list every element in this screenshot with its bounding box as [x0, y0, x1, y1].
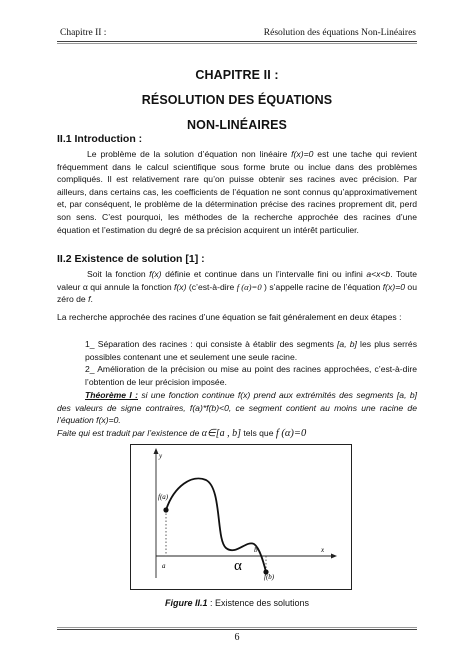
theorem-label: Théorème I :: [85, 390, 139, 400]
point-fa: [163, 507, 168, 512]
step-1: 1_ Séparation des racines : qui consiste à établir des segments [a, b] les plus serrés possibles contenant une et seulement une seule racine.: [85, 339, 417, 362]
b-label: b: [254, 546, 258, 554]
chapter-subtitle-line1: RÉSOLUTION DES ÉQUATIONS: [141, 93, 333, 107]
steps-intro: La recherche approchée des racines d’une équation se fait généralement en deux étapes :: [57, 312, 402, 322]
page-number: 6: [234, 632, 240, 643]
chapter-title: CHAPITRE II :: [195, 68, 279, 82]
header-title: Résolution des équations Non-Linéaires: [263, 28, 416, 38]
existence-figure: [130, 444, 352, 590]
existence-paragraph: Soit la fonction f(x) définie et continue dans un l’intervalle fini ou infini a<x<b. Toute valeur α qui annule la fonction f(x) (c’est-à-dire f (α)=0 ) s’appelle racine de l’équation f(x)=0 ou zéro de f.: [57, 269, 417, 305]
header-chapter: Chapitre II :: [60, 28, 107, 38]
figure-caption: Figure II.1 : Existence des solutions: [164, 598, 310, 608]
header-rule-thin: [57, 43, 417, 44]
alpha-label: α: [234, 558, 242, 574]
fb-label: f(b): [264, 573, 275, 581]
fa-label: f(a): [158, 493, 169, 501]
theorem-1: Théorème I : si une fonction continue f(x) prend aux extrémités des segments [a, b] des valeurs de signe contraires, f(a)*f(b)<0, ce segment contient au moins une racine de l’équation f(x)=0.: [57, 390, 417, 426]
existence-statement: Faite qui est traduit par l’existence de α∈[a , b] tels que f (α)=0: [57, 428, 307, 439]
step-2: 2_ Amélioration de la précision ou mise au point des racines approchées, c’est-à-dire l’obtention de leur précision imposée.: [85, 364, 417, 387]
section-heading-existence: II.2 Existence de solution [1] :: [57, 253, 205, 265]
intro-paragraph: Le problème de la solution d’équation non linéaire f(x)=0 est une tache qui revient fréquemment dans le calcul scientifique sous forme brute ou inclue dans des problèmes compliqués. Il est relativement rare qu’on puisse obtenir ses racines avec précision. Par ailleurs, dans certains cas, les coefficients de l’équation ne sont connus qu’approximativement et, par conséquent, le problème de la détermination précise des racines proprement dit, perd son sens. C’est pourquoi, les méthodes de la recherche approchée des racines d’une équation et l’estimation du degré de sa précision acquirent un intérêt particulier.: [57, 149, 417, 235]
header-rule: [57, 41, 417, 42]
y-axis-label: y: [159, 452, 163, 460]
footer-rule-thin: [57, 627, 417, 628]
x-axis-label: x: [321, 546, 325, 554]
footer-rule: [57, 629, 417, 630]
a-label: a: [162, 562, 166, 570]
chapter-subtitle-line2: NON-LINÉAIRES: [187, 118, 287, 132]
section-heading-introduction: II.1 Introduction :: [57, 133, 143, 145]
